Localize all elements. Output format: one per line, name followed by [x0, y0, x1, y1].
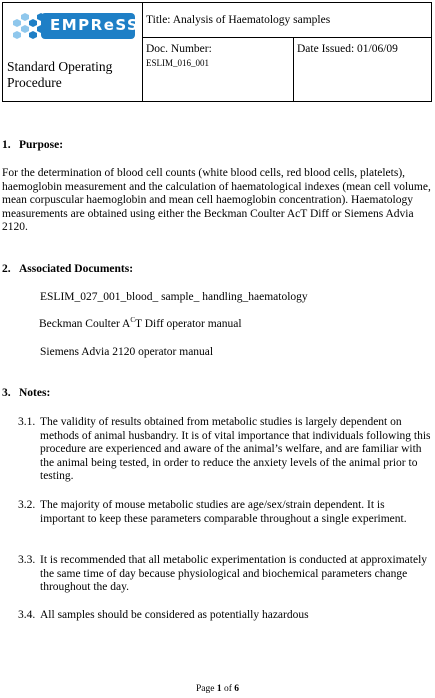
purpose-text: For the determination of blood cell counts (white blood cells, red blood cells, platelets), haemoglobin measurement and the calculation of haematological indexes (mean cell volume, mean corpuscular haemoglobin and mean cell haemoglobin concentration). Haematology measurements are obtained using either the Beckman Coulter AcT Diff or Siemens Advia 2120.	[2, 167, 431, 234]
section-heading-notes	[2, 387, 50, 399]
doc-number-value: ESLIM_016_001	[146, 58, 209, 68]
doc-text: Beckman Coulter A	[39, 318, 131, 330]
divider	[293, 37, 294, 101]
date-issued: Date Issued: 01/06/09	[297, 43, 398, 55]
doc-title: Title: Analysis of Haematology samples	[146, 14, 331, 26]
section-title: Purpose:	[19, 139, 64, 151]
note-text: It is recommended that all metabolic experimentation is conducted at approximately the same time of day because physiological and biochemical parameters change throughout the day.	[40, 554, 428, 594]
page-current: 1	[216, 684, 222, 694]
note-item	[18, 499, 432, 526]
note-item	[18, 416, 432, 484]
note-text: The validity of results obtained from metabolic studies is largely dependent on methods of animal husbandry. It is of vital importance that individuals following this procedure are experienced and aware of the animal’s welfare, and are familiar with the animal being tested, in order to reduce the anxiety levels of the animal prior to testing.	[40, 416, 431, 483]
note-number: 3.2.	[18, 499, 36, 511]
note-item	[18, 609, 432, 623]
associated-doc: Siemens Advia 2120 operator manual	[40, 346, 214, 358]
section-number: 2.	[2, 263, 11, 275]
doc-superscript: C	[130, 316, 136, 325]
associated-doc	[39, 318, 242, 330]
associated-doc: ESLIM_027_001_blood_ sample_ handling_haematology	[40, 291, 308, 303]
note-text: All samples should be considered as potentially hazardous	[40, 609, 309, 621]
note-number: 3.1.	[18, 416, 36, 428]
logo-text: EMPReSS	[50, 16, 140, 34]
section-number: 3.	[2, 387, 11, 399]
sop-label: Standard Operating Procedure	[7, 59, 113, 90]
page-prefix: Page	[195, 684, 217, 694]
note-text: The majority of mouse metabolic studies are age/sex/strain dependent. It is important to keep these parameters comparable throughout a single experiment.	[40, 499, 407, 525]
divider	[142, 37, 431, 38]
note-number: 3.4.	[18, 609, 36, 621]
doc-text: T Diff operator manual	[135, 318, 242, 330]
section-number: 1.	[2, 139, 11, 151]
doc-number-label: Doc. Number:	[146, 43, 212, 55]
section-title: Associated Documents:	[19, 263, 134, 275]
page-mid: of	[221, 684, 235, 694]
note-item	[18, 554, 432, 595]
page-footer	[0, 684, 435, 694]
section-heading-purpose	[2, 139, 63, 151]
note-number: 3.3.	[18, 554, 36, 566]
section-heading-associated	[2, 263, 133, 275]
page-total: 6	[234, 684, 239, 694]
section-title: Notes:	[19, 387, 51, 399]
logo-cell	[3, 3, 143, 101]
